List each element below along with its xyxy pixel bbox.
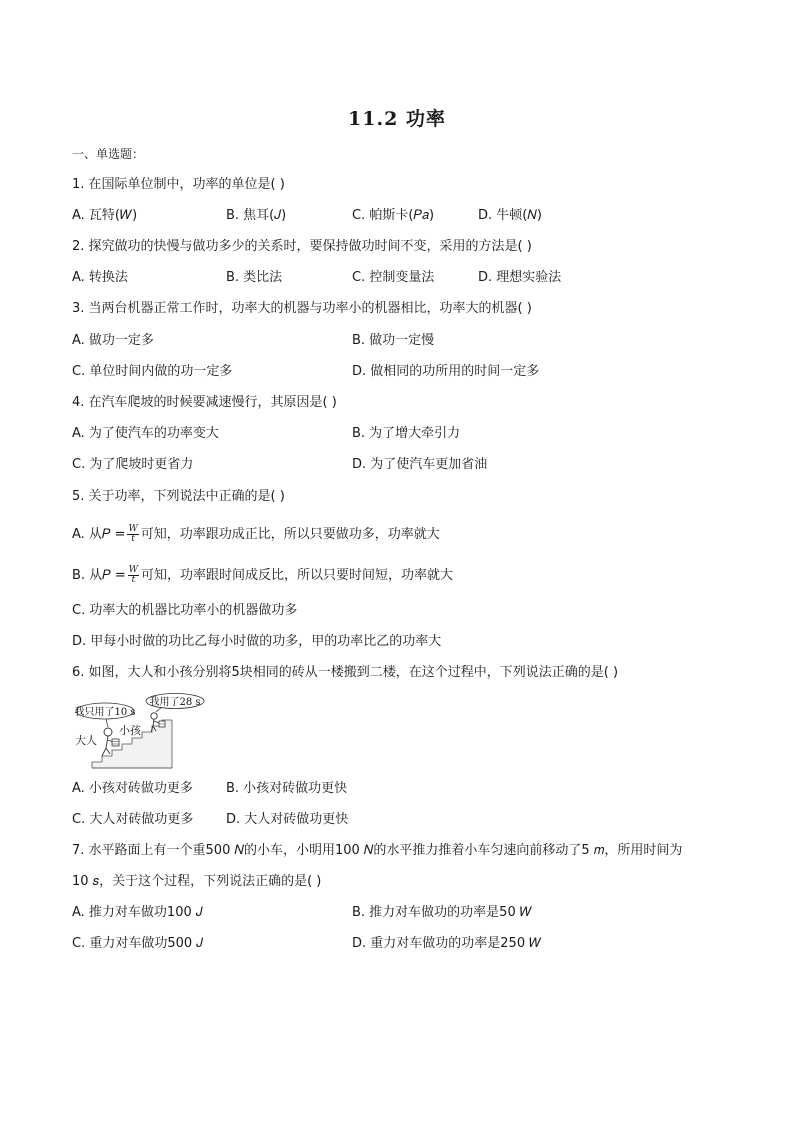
question-2-option-c[interactable]: C. 控制变量法 (352, 270, 435, 285)
stairs-illustration (72, 692, 212, 770)
question-2-option-b[interactable]: B. 类比法 (226, 270, 283, 285)
question-6-stem: 6. 如图，大人和小孩分别将5块相同的砖从一楼搬到二楼，在这个过程中，下列说法正确的是( ) (72, 665, 619, 680)
stairs-figure (72, 692, 212, 774)
question-7-option-c[interactable]: C. 重力对车做功500 𝐽 (72, 936, 204, 951)
question-6-option-d[interactable]: D. 大人对砖做功更快 (226, 812, 349, 827)
question-6-option-c[interactable]: C. 大人对砖做功更多 (72, 812, 194, 827)
question-1-option-d[interactable]: D. 牛顿(𝑁) (478, 208, 542, 223)
label-child: 小孩 (119, 724, 141, 737)
question-7-option-a[interactable]: A. 推力对车做功100 𝐽 (72, 905, 203, 920)
question-4-option-c[interactable]: C. 为了爬坡时更省力 (72, 457, 194, 472)
question-2-stem: 2. 探究做功的快慢与做功多少的关系时，要保持做功时间不变，采用的方法是( ) (72, 239, 532, 254)
question-3-option-d[interactable]: D. 做相同的功所用的时间一定多 (352, 364, 540, 379)
question-4-stem: 4. 在汽车爬坡的时候要减速慢行，其原因是( ) (72, 395, 337, 410)
question-2-option-a[interactable]: A. 转换法 (72, 270, 128, 285)
brick-stack-adult (112, 739, 119, 746)
option-b-prefix: B. 从𝑃 = (72, 568, 126, 583)
question-1-option-a[interactable]: A. 瓦特(𝑊) (72, 208, 138, 223)
option-a-text: 可知，功率跟功成正比，所以只要做功多，功率就大 (140, 527, 440, 542)
section-heading: 一、单选题： (72, 147, 145, 161)
question-5-option-a[interactable] (72, 525, 440, 544)
fraction-denominator: t (131, 575, 136, 585)
question-3-option-a[interactable]: A. 做功一定多 (72, 333, 154, 348)
option-a-prefix: A. 从𝑃 = (72, 527, 126, 542)
option-b-text: 可知，功率跟时间成反比，所以只要时间短，功率就大 (141, 568, 454, 583)
question-7-stem-line-2: 10 𝑠，关于这个过程，下列说法正确的是( ) (72, 874, 322, 889)
question-7-stem-line-1: 7. 水平路面上有一个重500 𝑁的小车，小明用100 𝑁的水平推力推着小车匀速向前移动了5 𝑚，所用时间为 (72, 843, 683, 858)
question-3-stem: 3. 当两台机器正常工作时，功率大的机器与功率小的机器相比，功率大的机器( ) (72, 301, 532, 316)
question-7-option-b[interactable]: B. 推力对车做功的功率是50 𝑊 (352, 905, 533, 920)
question-1-option-c[interactable]: C. 帕斯卡(𝑃𝑎) (352, 208, 435, 223)
question-7-option-d[interactable]: D. 重力对车做功的功率是250 𝑊 (352, 936, 542, 951)
power-formula-fraction (128, 566, 139, 585)
question-3-option-c[interactable]: C. 单位时间内做的功一定多 (72, 364, 233, 379)
bubble-child-text: 我用了28 s (149, 697, 201, 708)
question-4-option-d[interactable]: D. 为了使汽车更加省油 (352, 457, 488, 472)
question-5-option-b[interactable] (72, 566, 453, 585)
question-4-option-a[interactable]: A. 为了使汽车的功率变大 (72, 426, 219, 441)
question-5-option-c[interactable]: C. 功率大的机器比功率小的机器做功多 (72, 603, 298, 618)
question-2-option-d[interactable]: D. 理想实验法 (478, 270, 562, 285)
label-adult: 大人 (75, 734, 97, 747)
question-6-option-a[interactable]: A. 小孩对砖做功更多 (72, 781, 193, 796)
question-5-stem: 5. 关于功率，下列说法中正确的是( ) (72, 489, 285, 504)
power-formula-fraction (127, 525, 138, 544)
question-5-option-d[interactable]: D. 甲每小时做的功比乙每小时做的功多，甲的功率比乙的功率大 (72, 634, 442, 649)
fraction-numerator: W (128, 565, 139, 575)
question-1-stem: 1. 在国际单位制中，功率的单位是( ) (72, 177, 285, 192)
fraction-denominator: t (131, 534, 135, 544)
question-4-option-b[interactable]: B. 为了增大牵引力 (352, 426, 461, 441)
fraction-numerator: W (128, 524, 138, 534)
question-3-option-b[interactable]: B. 做功一定慢 (352, 333, 435, 348)
question-6-option-b[interactable]: B. 小孩对砖做功更快 (226, 781, 348, 796)
question-1-option-b[interactable]: B. 焦耳(𝐽) (226, 208, 287, 223)
bubble-adult-text: 我只用了10 s (74, 707, 136, 718)
page-title: 11.2 功率 (348, 108, 446, 130)
